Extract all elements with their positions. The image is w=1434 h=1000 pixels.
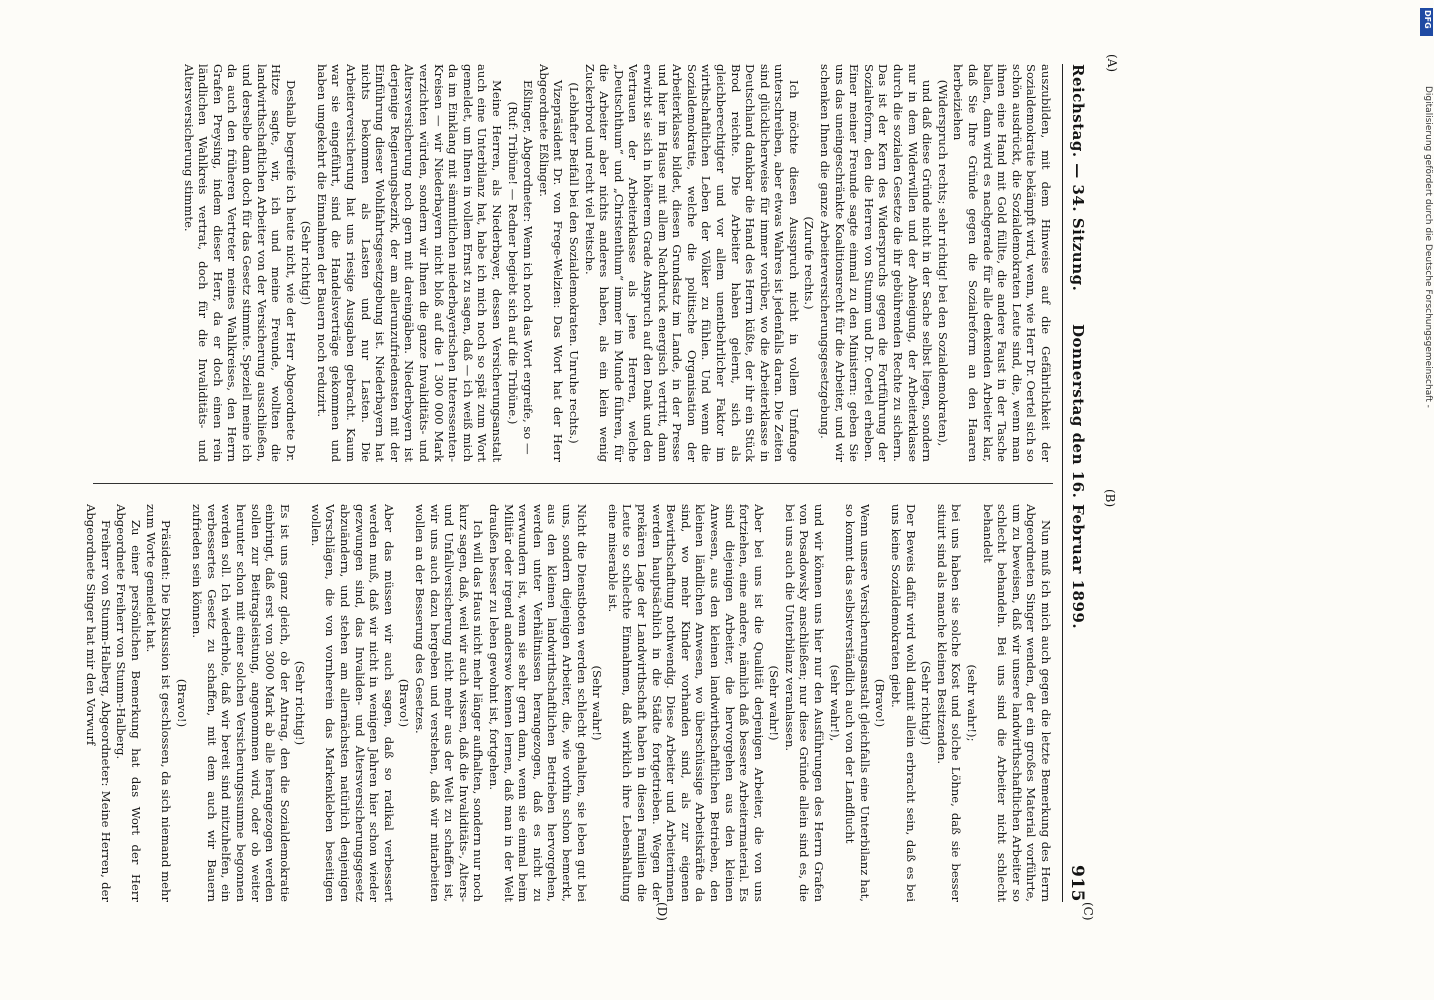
speaker-paragraph: Eßlinger, Abgeordneter: Wenn ich noch das Wort ergreife, so —	[521, 80, 536, 455]
stage-direction: (Zurufe rechts.)	[802, 216, 817, 310]
stage-direction: (Bravo!)	[397, 678, 412, 728]
marker-a: (A)	[1105, 54, 1119, 73]
rotated-page-content	[67, 54, 1119, 921]
paragraph: Meine Herren, als Niederbayer, dessen Versicherungsanstalt auch eine Unterbilanz hat, habe ich mich noch so spät zum Wort gemeldet, um Ihnen in vollem Ernst zu sagen, daß — ich weiß mich da im Einklang mit sämmtlichen niederbayerischen Interessenten-Kreisen — wir Niederbayern nicht bloß auf die 1 300 000 Mark verzichten würden, sondern wir Ihnen die ganze Invaliditäts- und Altersversicherung noch gern mit dareingäben. Niederbayern ist derjenige Regierungsbezirk, der am allerunzufriedensten mit der Einführung dieser Wohlfahrtsgesetzgebung ist. Niederbayern hat nichts bekommen als Lasten und nur Lasten. Die Arbeiterversicherung hat uns riesige Ausgaben gebracht. Kaum war sie eingeführt, sind die Handelsverträge gekommen und haben umgekehrt die Einnahmen der Bauern noch reduzirt.	[314, 64, 505, 462]
column-divider	[93, 483, 1053, 484]
paragraph: Wenn unsere Versicherungsanstalt gleichfalls eine Unterbilanz hat, so kommt das selbstverständlich auch von der Landflucht	[843, 504, 872, 902]
header-left: Reichstag. — 34. Sitzung.	[1069, 64, 1087, 292]
digitization-stamp	[1421, 6, 1433, 996]
paragraph: Es ist uns ganz gleich, ob der Antrag, den die Sozialdemokratie einbringt, daß erst von 3000 Mark ab alle herangezogen werden sollen zur Beitragsleistung, angenommen wird, oder ob weiter herunter schon mit einer solchen Versicherungssumme begonnen werden soll. Ich wiederhole, daß wir bereit sind mitzuhelfen, ein verbessertes Gesetz zu schaffen, mit dem auch wir Bauern zufrieden sein können.	[190, 504, 292, 902]
column-left	[67, 64, 1053, 462]
speaker-paragraph: Freiherr von Stumm-Halberg, Abgeordneter: Meine Herren, der Abgeordnete Singer hat mir den Vorwurf	[84, 504, 113, 902]
dfg-logo	[1420, 8, 1433, 36]
stage-direction: (Sehr wahr!)	[767, 665, 782, 741]
running-header	[1065, 64, 1089, 902]
paragraph: und wir können uns hier nur den Ausführungen des Herrn Grafen von Posadowsky anschließen; nur diese Gründe allein sind es, die bei uns auch die Unterbilanz veranlassen.	[782, 504, 827, 902]
stage-direction: (Sehr richtig!)	[919, 660, 934, 746]
paragraph: bei uns haben sie solche Kost und solche Löhne, daß sie besser situirt sind als manche kleinen Besitzenden.	[934, 504, 964, 902]
paragraph: Nun muß ich mich auch gegen die letzte Bemerkung des Herrn Abgeordneten Singer wenden, der ein großes Material vorführte, um zu beweisen, daß wir unsere landwirthschaftlichen Arbeiter so schlecht behandeln. Bei uns sind die Arbeiter nicht schlecht behandelt	[980, 504, 1053, 902]
speaker-paragraph: Vizepräsident Dr. von Frege-Welzien: Das Wort hat der Herr Abgeordnete Eßlinger.	[536, 64, 566, 462]
stamp-text: Digitalisierung gefördert durch die Deutsche Forschungsgemeinschaft -	[1423, 86, 1433, 408]
stage-direction: (Sehr wahr!)	[590, 665, 605, 741]
stage-direction: (Widerspruch rechts; sehr richtig! bei den Sozialdemokraten),	[935, 79, 950, 447]
paragraph: Ich möchte diesen Ausspruch nicht in vollem Umfange unterschreiben, aber etwas Wahres ist jedenfalls daran. Die Zeiten sind glücklicherweise für immer vorüber, wo die Arbeiterklasse in Deutschland dankbar die Hand des Herrn küßte, der ihr ein Stück Brod reichte. Die Arbeiter haben gelernt, sich als gleichberechtigter und vor allem unentbehrlicher Faktor im wirthschaftlichen Leben der Völker zu fühlen. Und wenn die Sozialdemokratie, welche die politische Organisation der Arbeiterklasse bildet, diesen Grundsatz im Lande, in der Presse und hier im Hause mit allem Nachdruck energisch vertritt, dann erwirbt sie sich in höherem Grade Anspruch auf den Dank und den Vertrauen der Arbeiterklasse als jene Herren, welche „Deutschthum“ und „Christenthum“ immer im Munde führen, für die Arbeiter aber nichts anderes haben, als ein klein wenig Zuckerbrod und recht viel Peitsche.	[582, 64, 801, 462]
page-number: 915	[1067, 865, 1087, 902]
stage-direction: (Lebhafter Beifall bei den Sozialdemokraten. Unruhe rechts.)	[567, 82, 581, 444]
paragraph: Aber bei uns ist die Qualität derjenigen Arbeiter, die von uns fortziehen, eine andere, nämlich daß bessere Arbeitermaterial. Es sind diejenigen Arbeiter, die hervorgehen aus den kleinen Anwesen, aus den kleinen landwirthschaftlichen Betrieben, den kleinen ländlichen Anwesen, wo überschüssige Arbeitskräfte da sind, wo mehr Kinder vorhanden sind, als zur eigenen Bewirthschaftung nothwendig. Diese Arbeiter und Arbeiterinnen werden hauptsächlich in die Städte fortgetrieben. Wegen der prekären Lage der Landwirthschaft haben in diesen Familien die Leute so schlechte Einnahmen, daß wirklich ihre Lebenshaltung eine miserable ist.	[605, 504, 766, 902]
stage-direction: (Bravo!)	[873, 678, 888, 728]
stage-direction: (sehr wahr!),	[827, 664, 842, 742]
stage-direction: (Sehr richtig!)	[299, 220, 314, 306]
paragraph: auszubilden, mit dem Hinweise auf die Gefährlichkeit der Sozialdemokratie bekämpft wird, wenn, wie Herr Dr. Oertel sich so schön ausdrückt, die Sozialdemokraten Leute sind, die, wenn man ihnen eine Hand mit Gold füllte, die andere Faust in der Tasche ballen, dann wird es nachgerade für alle denkenden Arbeiter klar, daß Sie Ihre Gründe gegen die Sozialreform an den Haaren herbeiziehen	[951, 64, 1053, 462]
paragraph: und daß diese Gründe nicht in der Sache selbst liegen, sondern nur in dem Widerwillen und der Abneigung, der Arbeiterklasse durch die sozialen Gesetze die ihr gebührenden Rechte zu sichern. Das ist der Kern des Widerspruchs gegen die Fortführung der Sozialreform, den die Herren von Stumm und Dr. Oertel erheben. Einer meiner Freunde sagte einmal zu den Ministern: geben Sie uns das uneingeschränkte Koalitionsrecht für die Arbeiter, und wir schenken Ihnen die ganze Arbeiterversicherungsgesetzgebung.	[818, 64, 935, 462]
dfg-logo-text: DFG	[1423, 10, 1432, 29]
header-rule	[1062, 64, 1063, 902]
column-right	[67, 504, 1053, 902]
header-date: Donnerstag den 16. Februar 1899.	[1069, 324, 1087, 630]
marker-b: (B)	[1103, 489, 1117, 508]
marker-c: (C)	[1081, 902, 1095, 921]
paragraph: Zu einer persönlichen Bemerkung hat das Wort der Herr Abgeordnete Freiherr von Stumm-Halberg.	[114, 504, 143, 902]
stage-direction: (Sehr richtig!)	[293, 660, 308, 746]
marker-d: (D)	[655, 902, 669, 921]
paragraph: Aber das müssen wir auch sagen, daß so radikal verbessert werden muß, daß wir nicht in wenigen Jahren hier schon wieder gezwungen sind, das Invaliden- und Altersversicherungsgesetz abzuändern, und stehen am allernächsten natürlich denjenigen Vorschlägen, die von vornherein das Markenkleben beseitigen wollen.	[308, 504, 396, 902]
stage-direction: (Bravo!)	[174, 678, 189, 728]
stage-direction: (Ruf: Tribüne! — Redner begiebt sich auf die Tribüne.)	[505, 101, 520, 425]
speaker-paragraph: Präsident: Die Diskussion ist geschlossen, da sich niemand mehr zum Worte gemeldet hat.	[144, 504, 173, 902]
paragraph: Deshalb begreife ich heute nicht, wie der Herr Abgeordnete Dr. Hitze sagte, wir, ich und meine Freunde, wollten die landwirthschaftlichen Arbeiter von der Versicherung ausschließen, und derselbe dann doch für das Gesetz stimmte. Speziell meine ich da auch den früheren Vertreter meines Wahlkreises, den Herrn Grafen Preysing, indem dieser Herr, da er doch einen rein ländlichen Wahlkreis vertrat, doch für die Invaliditäts- und Altersversicherung stimmte.	[181, 64, 298, 462]
stage-direction: (sehr wahr!);	[965, 664, 980, 742]
paragraph: Nicht die Dienstboten werden schlecht gehalten, sie leben gut bei uns, sondern diejenigen Arbeiter, die, wie vorhin schon bemerkt, aus den kleinen landwirthschaftlichen Betrieben hervorgehen, werden unter Verhältnissen herangezogen, daß es nicht zu verwundern ist, wenn sie sehr gern dann, wenn sie einmal beim Militär oder irgend anderswo kennen lernen, daß man in der Welt draußen besser zu leben gewohnt ist, fortgehen.	[487, 504, 589, 902]
paragraph: Ich will das Haus nicht mehr länger aufhalten, sondern nur noch kurz sagen, daß, weil wir auch wissen, daß die Invaliditäts-, Alters- und Unfallversicherung nicht mehr aus der Welt zu schaffen ist, wir uns auch dazu hergeben und verstehen, daß wir mitarbeiten wollen an der Besserung des Gesetzes.	[413, 504, 486, 902]
paragraph: Der Beweis dafür wird wohl damit allein erbracht sein, daß es bei uns keine Sozialdemokraten giebt.	[889, 504, 918, 902]
